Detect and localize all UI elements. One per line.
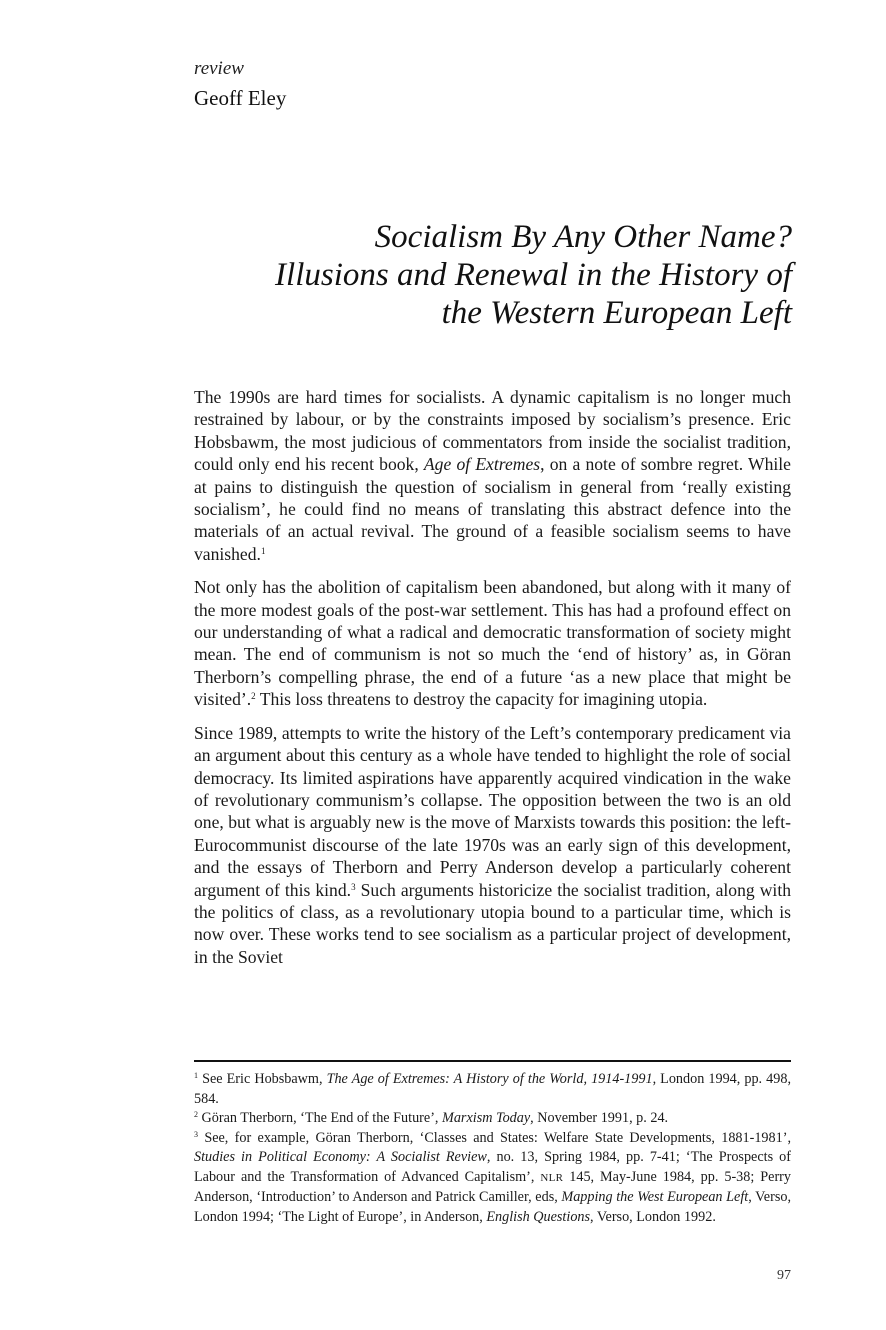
footnote-3-title-3: English Questions — [486, 1208, 591, 1225]
footnote-2-text-b: , November 1991, p. 24. — [530, 1110, 669, 1126]
section-label: review — [194, 58, 244, 79]
author-name: Geoff Eley — [194, 86, 287, 110]
footnote-2-title: Marxism Today — [442, 1110, 531, 1126]
footnote-1-title: The Age of Extremes: A History of the World, 1914-1991 — [326, 1071, 653, 1087]
title-line-2: Illusions and Renewal in the History of — [275, 257, 792, 293]
title-line-3: the Western European Left — [441, 295, 792, 331]
footnote-3-number: 3 — [194, 1129, 198, 1139]
paragraph-1 — [194, 386, 791, 565]
paragraph-3-text-b: Such arguments historicize the socialist tradition, along with the politics of class, as a revolutionary utopia bound to a particular time, which is now over. These works tend to see socialism as a particular project of development, in the Soviet — [194, 879, 791, 967]
footnote-2 — [194, 1109, 791, 1129]
article-title — [160, 218, 792, 332]
paragraph-1-text-b: , on a note of sombre regret. While at pains to distinguish the question of socialism in general from ‘really existing socialism’, he could find no means of translating this abstract defence into the materials of an actual revival. The ground of a feasible socialism seems to have vanished. — [194, 454, 791, 564]
footnote-3-text-b: , no. 13, Spring 1984, pp. 7-41; ‘The Prospects of Labour and the Transformation of Advanced Capitalism’, — [194, 1149, 791, 1185]
footnote-3 — [194, 1129, 791, 1228]
footnote-3-abbrev: NLR — [540, 1171, 564, 1184]
footnote-2-number: 2 — [194, 1110, 198, 1119]
footnote-3-text-a: See, for example, Göran Therborn, ‘Classes and States: Welfare State Developments, 1881-1981’, — [198, 1129, 791, 1146]
footnote-ref-2[interactable]: 2 — [251, 691, 256, 702]
book-title: Age of Extremes — [423, 454, 541, 475]
footnote-1-number: 1 — [194, 1071, 198, 1080]
footnote-1-text-b: , London 1994, pp. 498, 584. — [194, 1071, 792, 1107]
footnote-1 — [194, 1070, 791, 1109]
footnote-2-text-a: Göran Therborn, ‘The End of the Future’, — [198, 1110, 443, 1126]
title-line-1: Socialism By Any Other Name? — [374, 219, 792, 255]
footnote-3-title-1: Studies in Political Economy: A Socialist Review — [194, 1149, 487, 1165]
paragraph-2-text-b: This loss threatens to destroy the capacity for imagining utopia. — [255, 689, 708, 710]
paragraph-1-text-a: The 1990s are hard times for socialists. A dynamic capitalism is no longer much restrained by labour, or by the constraints imposed by socialism’s presence. Eric Hobsbawm, the most judicious of commentators from inside the socialist tradition, could only end his recent book, — [194, 387, 791, 475]
paragraph-2-text-a: Not only has the abolition of capitalism been abandoned, but along with it many of the more modest goals of the post-war settlement. This has had a profound effect on our understanding of what a radical and democratic transformation of society might mean. The end of communism is not so much the ‘end of history’ as, in Göran Therborn’s compelling phrase, the end of a future ‘as a new place that might be visited’. — [194, 577, 791, 710]
footnotes — [194, 1070, 791, 1227]
footnote-3-text-e: , Verso, London 1992. — [590, 1208, 716, 1225]
footnote-divider — [194, 1060, 791, 1062]
footnote-1-text-a: See Eric Hobsbawm, — [198, 1071, 327, 1087]
footnote-3-text-d: , Verso, London 1994; ‘The Light of Europe’, in Anderson, — [194, 1189, 791, 1225]
paragraph-2 — [194, 576, 791, 710]
footnote-ref-1[interactable]: 1 — [260, 545, 266, 556]
paragraph-3-text-a: Since 1989, attempts to write the history of the Left’s contemporary predicament via an argument about this century as a whole have tended to highlight the role of social democracy. Its limited aspirations have apparently acquired vindication in the wake of revolutionary communism’s collapse. The opposition between the two is an old one, but what is arguably new is the move of Marxists towards this position: the left-Eurocommunist discourse of the late 1970s was an early sign of this development, and the essays of Therborn and Perry Anderson develop a particularly coherent argument of this kind. — [194, 722, 791, 900]
paragraph-3 — [194, 722, 791, 968]
page-number: 97 — [777, 1268, 791, 1283]
footnote-3-text-c: 145, May-June 1984, pp. 5-38; Perry Anderson, ‘Introduction’ to Anderson and Patrick Camiller, eds, — [194, 1168, 791, 1205]
footnote-ref-3[interactable]: 3 — [351, 881, 356, 892]
footnote-3-title-2: Mapping the West European Left — [561, 1189, 749, 1205]
article-body — [194, 386, 791, 968]
